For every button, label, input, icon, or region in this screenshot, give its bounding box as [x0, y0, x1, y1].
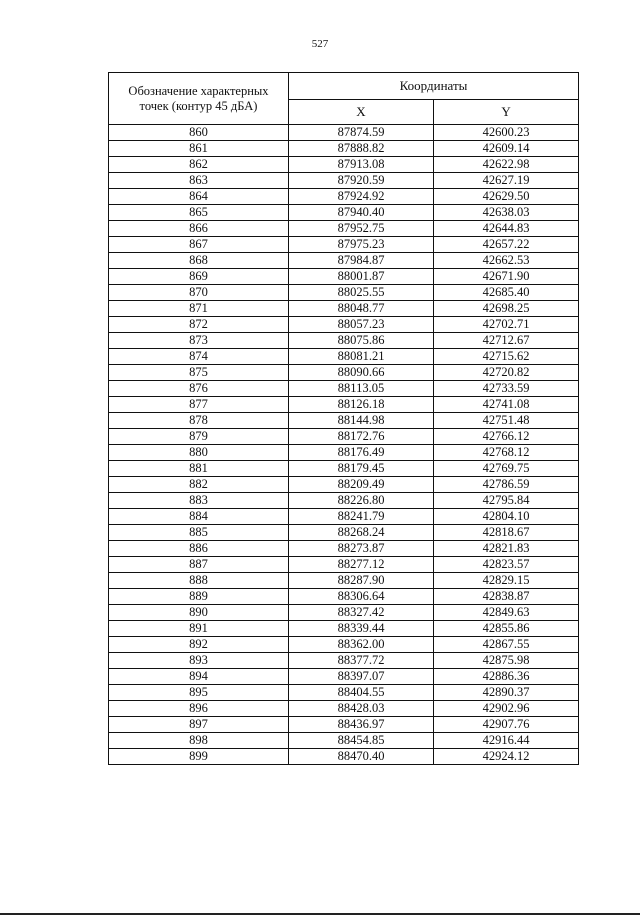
- y-coordinate-cell: 42902.96: [434, 701, 579, 717]
- point-number-cell: 895: [109, 685, 289, 701]
- y-coordinate-cell: 42786.59: [434, 477, 579, 493]
- table-row: [109, 397, 579, 413]
- point-number-cell: 889: [109, 589, 289, 605]
- table-row: [109, 221, 579, 237]
- point-number-cell: 876: [109, 381, 289, 397]
- table-row: [109, 205, 579, 221]
- point-number-cell: 885: [109, 525, 289, 541]
- point-number-cell: 868: [109, 253, 289, 269]
- y-coordinate-cell: 42733.59: [434, 381, 579, 397]
- y-coordinate-cell: 42751.48: [434, 413, 579, 429]
- table-row: [109, 173, 579, 189]
- y-coordinate-cell: 42685.40: [434, 285, 579, 301]
- point-number-cell: 867: [109, 237, 289, 253]
- x-coordinate-cell: 88339.44: [289, 621, 434, 637]
- table-row: [109, 717, 579, 733]
- point-number-cell: 863: [109, 173, 289, 189]
- header-coordinates: Координаты: [289, 73, 579, 100]
- point-number-cell: 890: [109, 605, 289, 621]
- table-row: [109, 269, 579, 285]
- table-row: [109, 157, 579, 173]
- y-coordinate-cell: 42712.67: [434, 333, 579, 349]
- x-coordinate-cell: 88176.49: [289, 445, 434, 461]
- table-row: [109, 333, 579, 349]
- table-row: [109, 525, 579, 541]
- table-row: [109, 701, 579, 717]
- y-coordinate-cell: 42890.37: [434, 685, 579, 701]
- table-row: [109, 637, 579, 653]
- x-coordinate-cell: 87913.08: [289, 157, 434, 173]
- x-coordinate-cell: 88454.85: [289, 733, 434, 749]
- x-coordinate-cell: 88470.40: [289, 749, 434, 765]
- y-coordinate-cell: 42698.25: [434, 301, 579, 317]
- point-number-cell: 861: [109, 141, 289, 157]
- table-row: [109, 413, 579, 429]
- point-number-cell: 888: [109, 573, 289, 589]
- x-coordinate-cell: 88090.66: [289, 365, 434, 381]
- point-number-cell: 886: [109, 541, 289, 557]
- point-number-cell: 891: [109, 621, 289, 637]
- point-number-cell: 865: [109, 205, 289, 221]
- point-number-cell: 875: [109, 365, 289, 381]
- table-row: [109, 749, 579, 765]
- table-row: [109, 589, 579, 605]
- table-row: [109, 669, 579, 685]
- header-x: X: [289, 100, 434, 125]
- y-coordinate-cell: 42657.22: [434, 237, 579, 253]
- x-coordinate-cell: 87888.82: [289, 141, 434, 157]
- y-coordinate-cell: 42741.08: [434, 397, 579, 413]
- y-coordinate-cell: 42804.10: [434, 509, 579, 525]
- point-number-cell: 898: [109, 733, 289, 749]
- y-coordinate-cell: 42662.53: [434, 253, 579, 269]
- x-coordinate-cell: 88327.42: [289, 605, 434, 621]
- table-row: [109, 509, 579, 525]
- table-row: [109, 125, 579, 141]
- scan-bottom-edge: [0, 913, 640, 915]
- y-coordinate-cell: 42795.84: [434, 493, 579, 509]
- point-number-cell: 869: [109, 269, 289, 285]
- point-number-cell: 893: [109, 653, 289, 669]
- y-coordinate-cell: 42821.83: [434, 541, 579, 557]
- y-coordinate-cell: 42855.86: [434, 621, 579, 637]
- point-number-cell: 883: [109, 493, 289, 509]
- x-coordinate-cell: 88287.90: [289, 573, 434, 589]
- point-number-cell: 864: [109, 189, 289, 205]
- table-row: [109, 445, 579, 461]
- x-coordinate-cell: 88306.64: [289, 589, 434, 605]
- point-number-cell: 873: [109, 333, 289, 349]
- x-coordinate-cell: 88268.24: [289, 525, 434, 541]
- table-row: [109, 621, 579, 637]
- x-coordinate-cell: 88436.97: [289, 717, 434, 733]
- table-row: [109, 605, 579, 621]
- x-coordinate-cell: 88428.03: [289, 701, 434, 717]
- coordinates-table: [108, 72, 579, 765]
- y-coordinate-cell: 42638.03: [434, 205, 579, 221]
- y-coordinate-cell: 42838.87: [434, 589, 579, 605]
- table-row: [109, 493, 579, 509]
- y-coordinate-cell: 42720.82: [434, 365, 579, 381]
- table-header: [109, 73, 579, 125]
- y-coordinate-cell: 42823.57: [434, 557, 579, 573]
- y-coordinate-cell: 42627.19: [434, 173, 579, 189]
- x-coordinate-cell: 88273.87: [289, 541, 434, 557]
- x-coordinate-cell: 88277.12: [289, 557, 434, 573]
- y-coordinate-cell: 42702.71: [434, 317, 579, 333]
- x-coordinate-cell: 88404.55: [289, 685, 434, 701]
- x-coordinate-cell: 88113.05: [289, 381, 434, 397]
- point-number-cell: 899: [109, 749, 289, 765]
- page-number: 527: [311, 38, 329, 50]
- y-coordinate-cell: 42671.90: [434, 269, 579, 285]
- y-coordinate-cell: 42766.12: [434, 429, 579, 445]
- table-row: [109, 685, 579, 701]
- x-coordinate-cell: 88172.76: [289, 429, 434, 445]
- x-coordinate-cell: 88081.21: [289, 349, 434, 365]
- table-row: [109, 557, 579, 573]
- point-number-cell: 892: [109, 637, 289, 653]
- x-coordinate-cell: 88362.00: [289, 637, 434, 653]
- x-coordinate-cell: 88048.77: [289, 301, 434, 317]
- table-row: [109, 365, 579, 381]
- table-row: [109, 429, 579, 445]
- y-coordinate-cell: 42622.98: [434, 157, 579, 173]
- point-number-cell: 881: [109, 461, 289, 477]
- y-coordinate-cell: 42867.55: [434, 637, 579, 653]
- point-number-cell: 897: [109, 717, 289, 733]
- x-coordinate-cell: 88226.80: [289, 493, 434, 509]
- y-coordinate-cell: 42769.75: [434, 461, 579, 477]
- y-coordinate-cell: 42600.23: [434, 125, 579, 141]
- point-number-cell: 872: [109, 317, 289, 333]
- x-coordinate-cell: 88179.45: [289, 461, 434, 477]
- table-row: [109, 301, 579, 317]
- table-row: [109, 349, 579, 365]
- x-coordinate-cell: 88025.55: [289, 285, 434, 301]
- table-row: [109, 237, 579, 253]
- point-number-cell: 882: [109, 477, 289, 493]
- table-row: [109, 477, 579, 493]
- y-coordinate-cell: 42849.63: [434, 605, 579, 621]
- point-number-cell: 884: [109, 509, 289, 525]
- x-coordinate-cell: 88075.86: [289, 333, 434, 349]
- point-number-cell: 874: [109, 349, 289, 365]
- table-row: [109, 733, 579, 749]
- x-coordinate-cell: 88241.79: [289, 509, 434, 525]
- x-coordinate-cell: 88001.87: [289, 269, 434, 285]
- x-coordinate-cell: 88126.18: [289, 397, 434, 413]
- x-coordinate-cell: 87952.75: [289, 221, 434, 237]
- table-row: [109, 461, 579, 477]
- header-designation-line1: Обозначение характерных: [128, 83, 269, 98]
- table-row: [109, 317, 579, 333]
- table-row: [109, 653, 579, 669]
- table-row: [109, 141, 579, 157]
- x-coordinate-cell: 88397.07: [289, 669, 434, 685]
- y-coordinate-cell: 42818.67: [434, 525, 579, 541]
- y-coordinate-cell: 42907.76: [434, 717, 579, 733]
- x-coordinate-cell: 87975.23: [289, 237, 434, 253]
- point-number-cell: 878: [109, 413, 289, 429]
- y-coordinate-cell: 42715.62: [434, 349, 579, 365]
- table-row: [109, 541, 579, 557]
- y-coordinate-cell: 42829.15: [434, 573, 579, 589]
- header-y: Y: [434, 100, 579, 125]
- x-coordinate-cell: 88057.23: [289, 317, 434, 333]
- y-coordinate-cell: 42886.36: [434, 669, 579, 685]
- table-row: [109, 253, 579, 269]
- point-number-cell: 862: [109, 157, 289, 173]
- table-row: [109, 381, 579, 397]
- point-number-cell: 866: [109, 221, 289, 237]
- x-coordinate-cell: 87924.92: [289, 189, 434, 205]
- point-number-cell: 896: [109, 701, 289, 717]
- x-coordinate-cell: 87920.59: [289, 173, 434, 189]
- x-coordinate-cell: 88144.98: [289, 413, 434, 429]
- table-row: [109, 573, 579, 589]
- y-coordinate-cell: 42644.83: [434, 221, 579, 237]
- table-row: [109, 285, 579, 301]
- point-number-cell: 887: [109, 557, 289, 573]
- point-number-cell: 880: [109, 445, 289, 461]
- point-number-cell: 877: [109, 397, 289, 413]
- y-coordinate-cell: 42924.12: [434, 749, 579, 765]
- x-coordinate-cell: 88377.72: [289, 653, 434, 669]
- table-body: [109, 125, 579, 765]
- header-designation-line2: точек (контур 45 дБА): [139, 98, 258, 113]
- point-number-cell: 871: [109, 301, 289, 317]
- x-coordinate-cell: 87940.40: [289, 205, 434, 221]
- point-number-cell: 870: [109, 285, 289, 301]
- y-coordinate-cell: 42768.12: [434, 445, 579, 461]
- point-number-cell: 860: [109, 125, 289, 141]
- point-number-cell: 894: [109, 669, 289, 685]
- y-coordinate-cell: 42875.98: [434, 653, 579, 669]
- y-coordinate-cell: 42629.50: [434, 189, 579, 205]
- y-coordinate-cell: 42916.44: [434, 733, 579, 749]
- x-coordinate-cell: 88209.49: [289, 477, 434, 493]
- y-coordinate-cell: 42609.14: [434, 141, 579, 157]
- point-number-cell: 879: [109, 429, 289, 445]
- table-row: [109, 189, 579, 205]
- x-coordinate-cell: 87874.59: [289, 125, 434, 141]
- x-coordinate-cell: 87984.87: [289, 253, 434, 269]
- header-point-designation: [109, 73, 289, 125]
